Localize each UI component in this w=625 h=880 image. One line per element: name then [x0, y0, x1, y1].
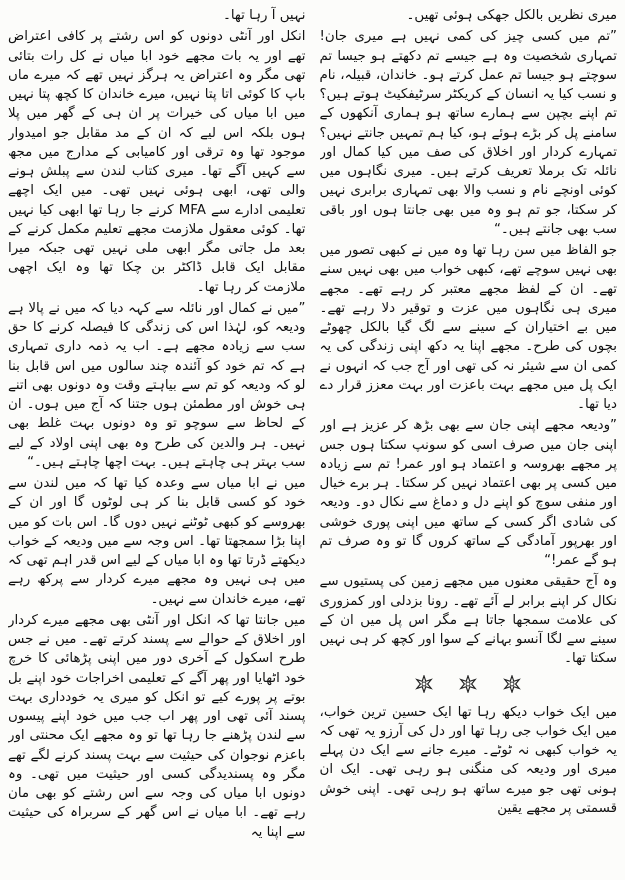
- star-ornament-icon: [503, 675, 521, 693]
- section-break-ornaments: [320, 675, 618, 693]
- paragraph: ”ودیعہ مجھے اپنی جان سے بھی بڑھ کر عزیز ہے اور اپنی جان میں صرف اسی کو سونپ سکتا ہوں جس پر مجھے بھروسہ و اعتماد ہو اور عمر! تم سے زیادہ میں کسی پر بھی اعتماد نہیں کر سکتا۔ ہر برے خیال اور منفی سوچ کو اپنے دل و دماغ سے نکال دو۔ ودیعہ کی شادی اگر کسی کے ساتھ میں اپنی پوری خوشی اور بھرپور آمادگی کے ساتھ کروں گا تو وہ صرف تم ہو گے عمر!“: [319, 418, 617, 568]
- paragraph: انکل اور آنٹی دونوں کو اس رشتے پر کافی اعتراض تھے اور یہ بات مجھے خود ابا میاں نے کل رات بتائی تھی مگر وہ اعتراض یہ ہرگز نہیں تھے کہ میرے ماں باپ کا کوئی اتا پتا نہیں، میرے خاندان کا کچھ پتا نہیں میں ابا میاں کی خیرات پر ان ہی کے گھر میں پلا ہوں بلکہ اس لیے کہ ان کے مد مقابل جو امیدوار موجود تھا وہ ترقی اور کامیابی کے مدارج میں مجھ سے کہیں آگے تھا۔ میری کتاب لندن سے پبلش ہونے والی تھی، ابھی ہوئی نہیں تھی۔ میں ایک اچھے تعلیمی ادارے سے MFA کرنے جا رہا تھا ابھی کیا نہیں تھا۔ کوئی معقول ملازمت مجھے تعلیم مکمل کرنے کے بعد مل جاتی مگر ابھی ملی نہیں تھی جبکہ میرا مقابل ایک قابل ڈاکٹر بن چکا تھا وہ ایک اچھی ملازمت کر رہا تھا۔: [8, 29, 306, 295]
- paragraph: ”تم میں کسی چیز کی کمی نہیں ہے میری جان! تمہاری شخصیت وہ ہے جیسے تم دکھتے ہو جیسا تم سوچتے ہو جیسا تم عمل کرتے ہو۔ خاندان، قبیلہ، نام و نسب کیا یہ انسان کے کریکٹر سرٹیفکیٹ ہوتے ہیں؟ تم اپنے بچپن سے ہمارے ساتھ ہو ہماری آنکھوں کے سامنے پل کر بڑے ہوئے ہو، کیا ہم تمہیں جانتے نہیں؟ تمہارے کردار اور اخلاق کی صف میں کیا کمال اور نائلہ تک برملا تعریف کرتے ہیں۔ میری نگاہوں میں کوئی اونچے نام و نسب والا بھی تمہاری برابری نہیں کر سکتا، جو تم ہو وہ میں بھی جانتا ہوں اور باقی سب بھی جانتے ہیں۔“: [319, 29, 617, 237]
- left-column: [8, 6, 306, 874]
- star-ornament-icon: [415, 675, 433, 693]
- right-column: [320, 6, 618, 874]
- paragraph: میں ایک خواب دیکھ رہا تھا ایک حسین ترین خواب، میں ایک خواب جی رہا تھا اور دل کی آرزو یہ تھی کہ یہ خواب کبھی نہ ٹوٹے۔ میرے جانے سے ایک دن پہلے میری اور ودیعہ کی منگنی ہو رہی تھی۔ ایک ان ہونی تھی جو میرے ساتھ ہو رہی تھی۔ اپنی خوش قسمتی پر مجھے یقین: [319, 704, 617, 816]
- paragraph: میں جانتا تھا کہ انکل اور آنٹی بھی مجھے میرے کردار اور اخلاق کے حوالے سے پسند کرتے تھے۔ میں نے جس طرح اسکول کے آخری دور میں اپنی پڑھائی کا خرچ خود اٹھایا اور پھر آگے کے تعلیمی اخراجات خود اپنے بل بوتے پر پورے کیے تو انکل کو میری یہ خودداری بہت پسند آئی تھی اور پھر اب جب میں خود اپنے پیسوں سے لندن پڑھنے جا رہا تھا تو وہ مجھے ایک محنتی اور باعزم نوجوان کی حیثیت سے بہت پسند کرنے لگے تھے مگر وہ پسندیدگی کسی اور حیثیت میں تھی۔ وہ دونوں ابا میاں کی وجہ سے اس رشتے کو بھی مان رہے تھے۔ ابا میاں نے اس گھر کے سربراہ کی حیثیت سے اپنا یہ: [8, 612, 306, 840]
- paragraph: میری نظریں بالکل جھکی ہوئی تھیں۔: [406, 8, 617, 23]
- paragraph: ”میں نے کمال اور نائلہ سے کہہ دیا کہ میں نے پالا ہے ودیعہ کو، لہٰذا اس کی زندگی کا فیصلہ کرنے کا حق سب سے زیادہ مجھے ہے۔ اب یہ ذمہ داری تمہاری ہے کہ تم خود کو آئندہ چند سالوں میں اس قابل بنا لو کہ ودیعہ کو تم سے بیاہتے وقت وہ دونوں بھی اتنے ہی خوش اور مطمئن ہوں جتنا کہ آج میں ہوں۔ ان کے لحاظ سے سوچو تو وہ دونوں بہت غلط بھی نہیں۔ ہر والدین کی طرح وہ بھی اپنی اولاد کے لیے سب بہتر ہی چاہتے ہیں۔ بہت اچھا چاہتے ہیں۔“: [8, 300, 306, 470]
- paragraph: وہ آج حقیقی معنوں میں مجھے زمین کی پستیوں سے نکال کر اپنے برابر لے آئے تھے۔ رونا بزدلی اور کمزوری کی علامت سمجھا جاتا ہے مگر اس پل میں ان کے سینے سے لگا آنسو بہانے کے سوا اور کچھ کر ہی نہیں سکتا تھا۔: [319, 574, 617, 667]
- paragraph: جو الفاظ میں سن رہا تھا وہ میں نے کبھی تصور میں بھی نہیں سوچے تھے، کبھی خواب میں بھی نہیں سنے تھے۔ ان کے لفظ مجھے معتبر کر رہے تھے۔ مجھے میری ہی نگاہوں میں عزت و توقیر دلا رہے تھے۔ میں بے اختیاران کے سینے سے لگ گیا بالکل چھوٹے بچوں کی طرح۔ مجھے اپنا یہ دکھ اپنی زندگی کی یہ کمی ان سے شیئر نہ کی تھی اور آج جب کہ انہوں نے ایک پل میں مجھے بہت باعزت اور بہت معزز قرار دے دیا تھا۔: [319, 243, 617, 412]
- paragraph: میں نے ابا میاں سے وعدہ کیا تھا کہ میں لندن سے خود کو کسی قابل بنا کر ہی لوٹوں گا اور ان کے بھروسے کو کبھی ٹوٹنے نہیں دوں گا۔ اس بات کو میں اپنا بڑا سمجھتا تھا۔ اس وجہ سے میں ودیعہ کے خواب دیکھتے ڈرتا تھا وہ ابا میاں کے لیے اس قدر اہم تھی کہ میں ہی نہیں وہ مجھے میرے کردار سے پرکھ رہے تھے، میرے خاندان سے نہیں۔: [8, 476, 306, 607]
- text-columns: [8, 6, 617, 874]
- star-ornament-icon: [459, 675, 477, 693]
- paragraph: نہیں آ رہا تھا۔: [222, 8, 306, 23]
